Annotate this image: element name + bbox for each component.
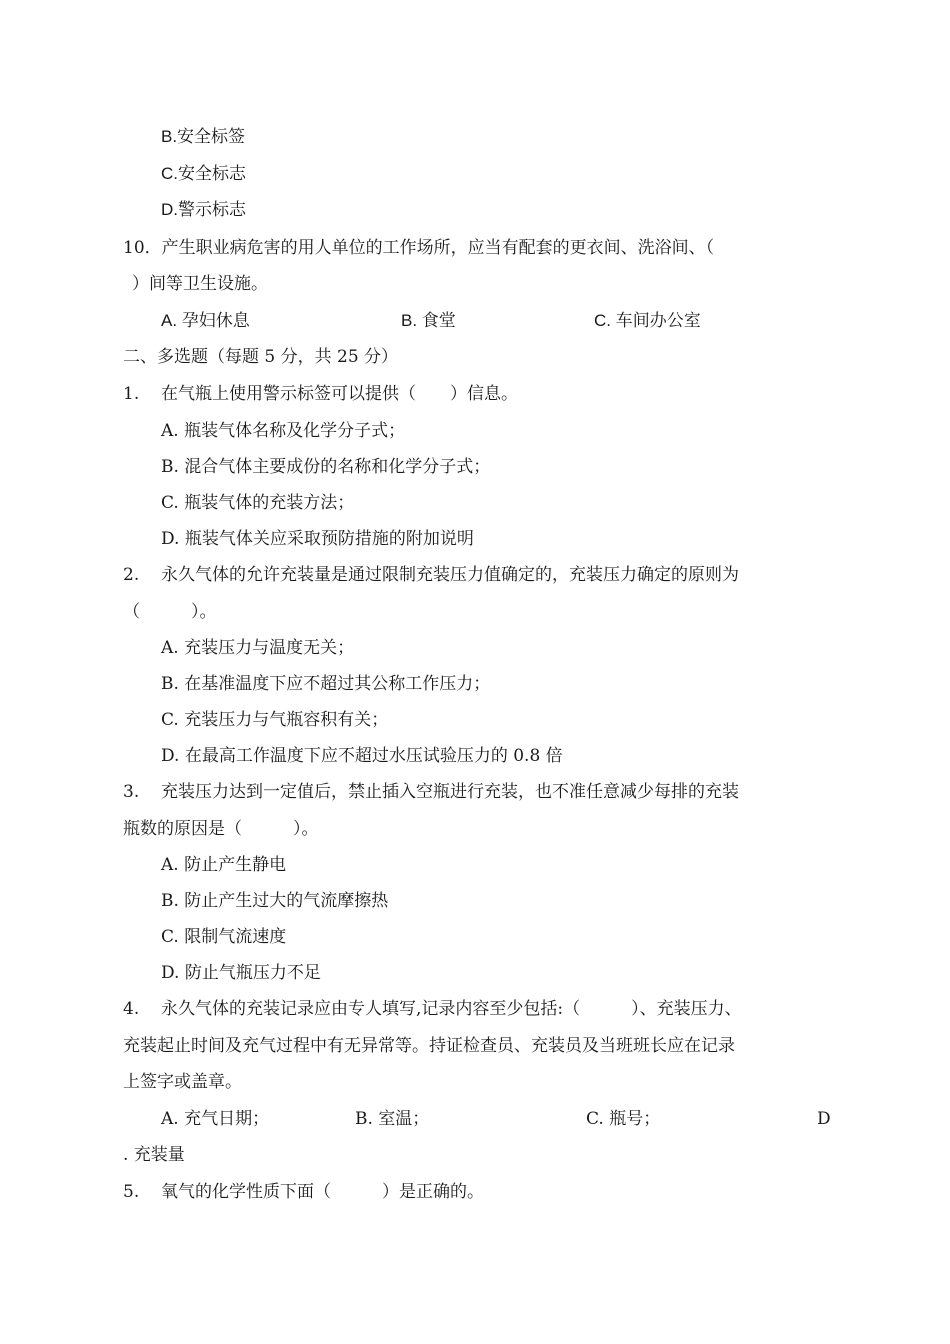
mc-2-option-c: C. 充装压力与气瓶容积有关；: [161, 710, 389, 730]
mc-4-option-a: A. 充气日期；: [161, 1109, 270, 1129]
mc-2-number: 2.: [123, 565, 140, 585]
mc-3-stem-line2: 瓶数的原因是（ ）。: [123, 819, 319, 839]
question-10-option-b: B. 食堂: [401, 311, 456, 330]
mc-2-option-d: D. 在最高工作温度下应不超过水压试验压力的 0.8 倍: [161, 746, 563, 766]
mc-4-option-d-letter: D: [817, 1109, 831, 1129]
mc-3-stem-line1: 充装压力达到一定值后，禁止插入空瓶进行充装，也不准任意减少每排的充装: [161, 782, 739, 802]
mc-4-option-c: C. 瓶号；: [586, 1109, 661, 1129]
mc-3-option-a: A. 防止产生静电: [161, 855, 287, 875]
mc-2-option-a: A. 充装压力与温度无关；: [161, 638, 355, 658]
mc-1-option-c: C. 瓶装气体的充装方法；: [161, 493, 355, 513]
mc-1-number: 1.: [123, 384, 140, 404]
question-10-option-c: C. 车间办公室: [594, 311, 701, 330]
mc-3-option-c: C. 限制气流速度: [161, 927, 287, 947]
mc-5-stem: 氧气的化学性质下面（ ）是正确的。: [161, 1182, 484, 1202]
mc-4-stem-line2: 充装起止时间及充气过程中有无异常等。持证检查员、充装员及当班班长应在记录: [123, 1036, 735, 1056]
mc-4-option-d-text: . 充装量: [123, 1145, 185, 1165]
mc-4-number: 4.: [123, 999, 140, 1019]
question-10-option-a: A. 孕妇休息: [161, 311, 250, 330]
question-10-line1: 10．产生职业病危害的用人单位的工作场所，应当有配套的更衣间、洗浴间、（: [123, 238, 715, 258]
mc-4-stem-line3: 上签字或盖章。: [123, 1072, 242, 1092]
mc-4-option-b: B. 室温；: [355, 1109, 430, 1129]
question-10-line2: ）间等卫生设施。: [132, 274, 268, 294]
mc-1-option-d: D. 瓶装气体关应采取预防措施的附加说明: [161, 529, 474, 549]
prev-option-b: B.安全标签: [161, 127, 246, 146]
mc-1-option-a: A. 瓶装气体名称及化学分子式；: [161, 421, 406, 441]
mc-1-stem: 在气瓶上使用警示标签可以提供（ ）信息。: [161, 384, 518, 404]
mc-2-stem-line2: （ ）。: [123, 602, 217, 622]
mc-3-option-d: D. 防止气瓶压力不足: [161, 963, 321, 983]
mc-4-stem-line1: 永久气体的充装记录应由专人填写,记录内容至少包括:（ ）、充装压力、: [161, 999, 742, 1019]
prev-option-d: D.警示标志: [161, 200, 246, 219]
mc-3-option-b: B. 防止产生过大的气流摩擦热: [161, 891, 389, 911]
section-heading-multiple-choice: 二、多选题（每题 5 分，共 25 分）: [123, 347, 399, 367]
mc-2-stem-line1: 永久气体的允许充装量是通过限制充装压力值确定的，充装压力确定的原则为: [161, 565, 739, 585]
mc-2-option-b: B. 在基准温度下应不超过其公称工作压力；: [161, 674, 491, 694]
mc-3-number: 3.: [123, 782, 140, 802]
mc-1-option-b: B. 混合气体主要成份的名称和化学分子式；: [161, 457, 491, 477]
prev-option-c: C.安全标志: [161, 164, 246, 183]
mc-5-number: 5.: [123, 1182, 140, 1202]
